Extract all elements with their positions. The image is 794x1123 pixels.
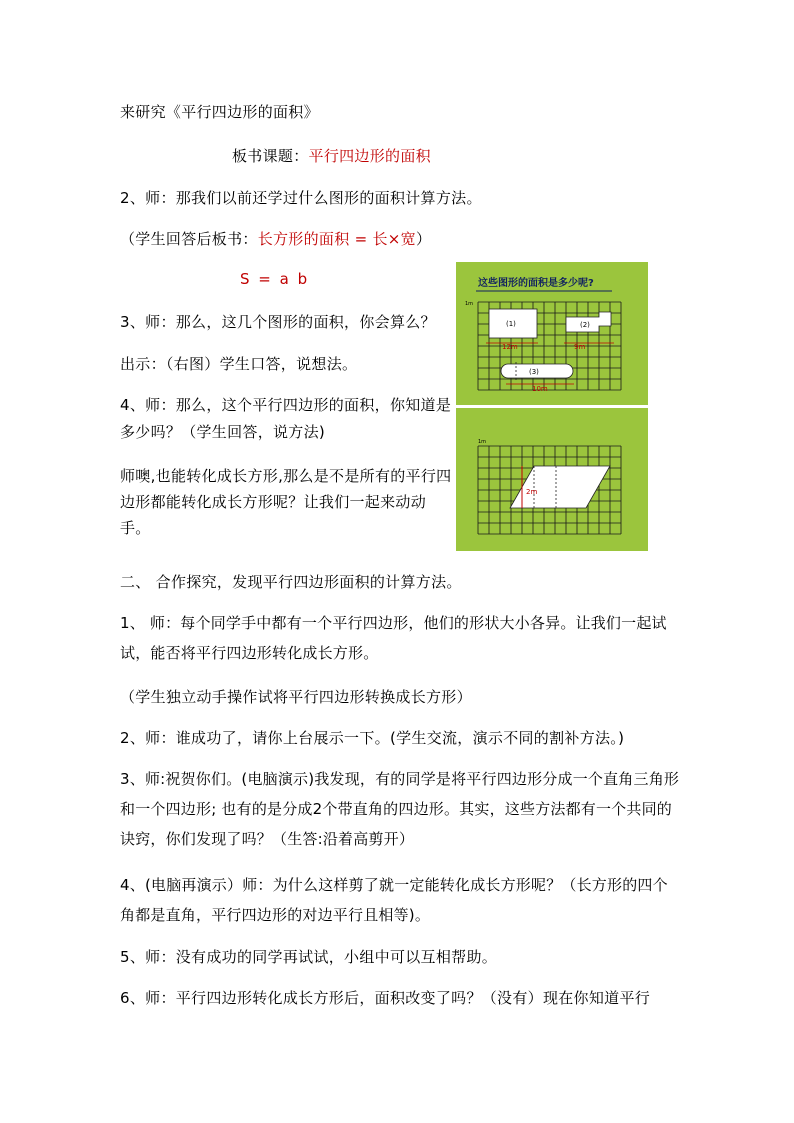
height-label: 2m — [526, 488, 538, 496]
line-14: 4、(电脑再演示）师：为什么这样剪了就一定能转化成长方形呢？（长方形的四个角都是直角，平行四边形的对边平行且相等)。 — [120, 876, 668, 924]
line-7: 4、师：那么，这个平行四边形的面积，你知道是多少吗？（学生回答，说方法) — [120, 396, 452, 441]
figure-areas-unit: 1m — [465, 301, 474, 307]
shape-1-label: (1) — [506, 320, 516, 328]
line-4-red: 长方形的面积 = 长×宽 — [257, 230, 416, 248]
board-title-red: 平行四边形的面积 — [308, 147, 431, 165]
line-3: 2、师：那我们以前还学过什么图形的面积计算方法。 — [120, 189, 482, 207]
line-8: 师噢,也能转化成长方形,那么是不是所有的平行四边形都能转化成长方形呢？让我们一起来动动手。 — [120, 467, 452, 537]
dim-3: 10m — [532, 385, 548, 393]
dim-1: 12m — [502, 343, 518, 351]
figure-areas-title: 这些图形的面积是多少呢? — [478, 278, 594, 289]
board-title-label: 板书课题： — [232, 147, 309, 165]
line-15: 5、师：没有成功的同学再试试，小组中可以互相帮助。 — [120, 948, 498, 966]
section-two-heading: 二、 合作探究，发现平行四边形面积的计算方法。 — [120, 573, 462, 591]
line-10: 1、 师：每个同学手中都有一个平行四边形，他们的形状大小各异。让我们一起试试，能否将平行四边形转化成长方形。 — [120, 614, 667, 662]
figure-areas-svg — [456, 262, 648, 405]
line-6: 出示：（右图）学生口答，说想法。 — [120, 355, 358, 373]
line-13: 3、师:祝贺你们。(电脑演示)我发现，有的同学是将平行四边形分成一个直角三角形和一个四边形; 也有的是分成2个带直角的四边形。其实，这些方法都有一个共同的诀窍，你们发现了吗？（生答:沿着高剪开） — [120, 770, 680, 848]
line-11: （学生独立动手操作试将平行四边形转换成长方形） — [120, 688, 472, 706]
formula: S = a b — [240, 270, 310, 288]
figure-parallelogram — [456, 408, 648, 551]
line-4 — [120, 228, 431, 249]
board-title — [232, 145, 431, 166]
figure-parallelogram-svg — [456, 408, 648, 551]
line-12: 2、师：谁成功了，请你上台展示一下。(学生交流，演示不同的割补方法。) — [120, 729, 625, 747]
figure-parallelogram-unit: 1m — [478, 439, 487, 445]
line-1: 来研究《平行四边形的面积》 — [120, 103, 319, 121]
line-4-prefix: （学生回答后板书： — [120, 230, 258, 248]
parallelogram-shape — [510, 466, 610, 508]
dim-2: 9m — [574, 343, 586, 351]
shape-3-label: (3) — [529, 368, 539, 376]
figure-areas — [456, 262, 648, 405]
line-5: 3、师：那么，这几个图形的面积，你会算么？ — [120, 313, 436, 331]
shape-2-label: (2) — [580, 321, 590, 329]
line-4-suffix: ） — [415, 230, 432, 248]
line-16: 6、师：平行四边形转化成长方形后，面积改变了吗？（没有）现在你知道平行 — [120, 989, 651, 1007]
